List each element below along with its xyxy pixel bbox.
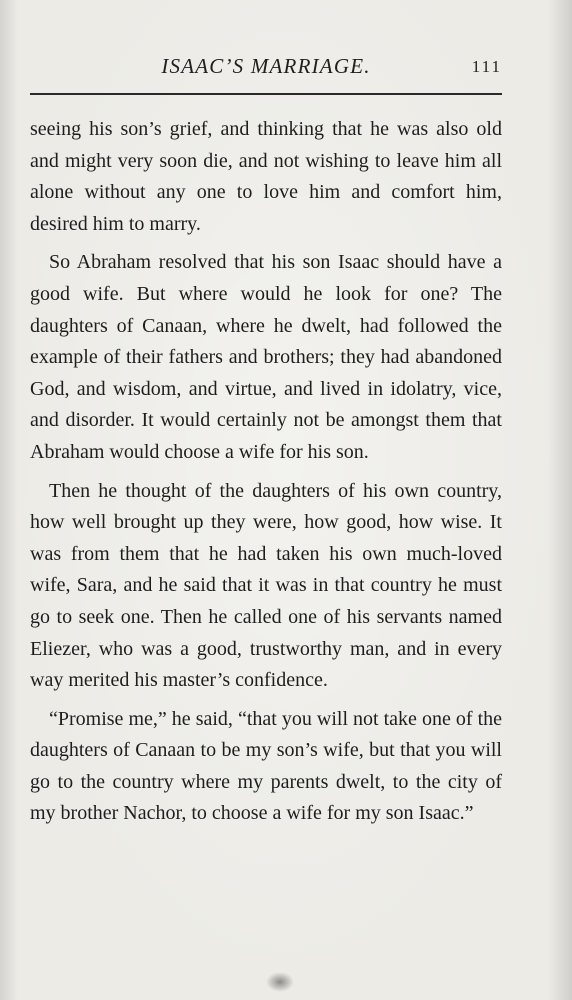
paragraph-continued: seeing his son’s grief, and thinking that he was also old and might very soon die, and not wishing to leave him all alone without any one to love him and comfort him, desired him to marry.	[30, 118, 502, 235]
paragraph: “Promise me,” he said, “that you will not take one of the daughters of Canaan to be my son’s wife, but that you will go to the country where my parents dwelt, to the city of my brother Nachor, to choose a wife for my son Isaac.”	[30, 707, 502, 825]
ink-smudge-mark	[266, 972, 294, 992]
paragraph: Then he thought of the daughters of his own country, how well brought up they were, how good, how wise. It was from them that he had taken his own much-loved wife, Sara, and he said that it was in that country he must go to seek one. Then he called one of his servants named Eliezer, who was a good, trustworthy man, and in every way merited his master’s confidence.	[30, 479, 502, 692]
body-text	[30, 114, 502, 837]
paragraph: So Abraham resolved that his son Isaac should have a good wife. But where would he look for one? The daughters of Canaan, where he dwelt, had followed the example of their fathers and brothers; they had abandoned God, and wisdom, and virtue, and lived in idolatry, vice, and disorder. It would certainly not be amongst them that Abraham would choose a wife for his son.	[30, 251, 502, 463]
page-number: 111	[471, 57, 502, 76]
page-header	[30, 52, 502, 82]
header-rule	[30, 93, 502, 95]
running-head: ISAAC’S MARRIAGE.	[161, 54, 371, 78]
